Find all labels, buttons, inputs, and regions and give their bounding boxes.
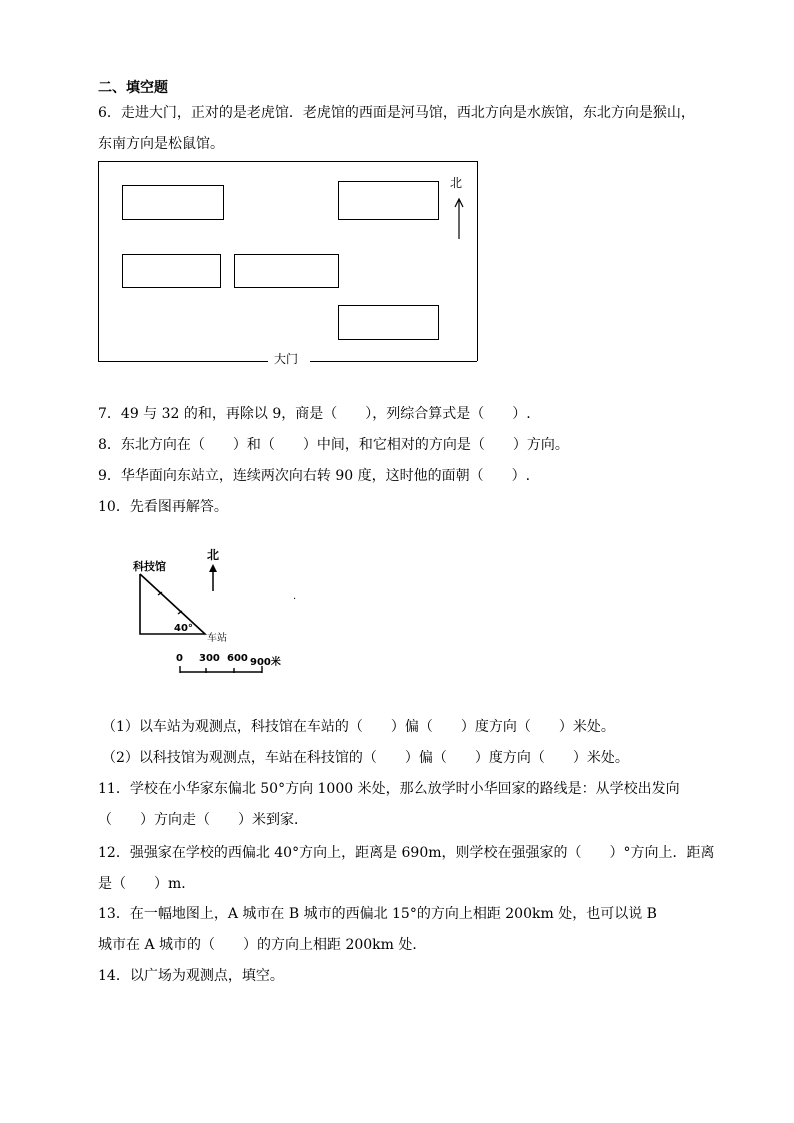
q11-line1: 11．学校在小华家东偏北 50°方向 1000 米处，那么放学时小华回家的路线是：从学校出发向 (98, 781, 680, 797)
scale-tick-0: 0 (176, 653, 183, 664)
map-box-southeast (338, 305, 439, 340)
q13-line2: 城市在 A 城市的（ ）的方向上相距 200km 处． (98, 937, 427, 953)
map-box-west (122, 254, 221, 288)
stray-dot: . (293, 591, 297, 602)
gate-label: 大门 (274, 352, 299, 366)
map-north-label: 北 (450, 176, 463, 190)
q11-line2: （ ）方向走（ ）米到家． (98, 812, 308, 828)
map-box-northeast (338, 181, 439, 220)
scale-tick-300: 300 (199, 653, 220, 664)
diagram-north-label: 北 (207, 548, 220, 562)
map-bottom-left-line (98, 361, 268, 362)
q12-line2: 是（ ）m． (98, 876, 196, 892)
q10-sub2: （2）以科技馆为观测点，车站在科技馆的（ ）偏（ ）度方向（ ）米处。 (102, 750, 629, 766)
section-title: 二、填空题 (98, 80, 168, 96)
q14: 14．以广场为观测点，填空。 (98, 968, 284, 984)
q13-line1: 13．在一幅地图上，A 城市在 B 城市的西偏北 15°的方向上相距 200km 处，也可以说 B (98, 906, 657, 922)
scale-tick-900: 900米 (250, 657, 281, 668)
map-box-center (234, 254, 339, 288)
q7: 7．49 与 32 的和，再除以 9，商是（ ），列综合算式是（ ）. (98, 406, 531, 422)
angle-label: 40° (174, 623, 193, 634)
q9: 9．华华面向东站立，连续两次向右转 90 度，这时他的面朝（ ）. (98, 468, 531, 484)
q10-sub1: （1）以车站为观测点，科技馆在车站的（ ）偏（ ）度方向（ ）米处。 (102, 719, 615, 735)
q10-title: 10．先看图再解答。 (98, 499, 228, 515)
scale-bar (178, 665, 264, 675)
q6-line1: 6．走进大门，正对的是老虎馆．老虎馆的西面是河马馆，西北方向是水族馆，东北方向是猴山， (98, 105, 695, 121)
scale-tick-600: 600 (227, 653, 248, 664)
map-box-northwest (122, 185, 224, 220)
station-label: 车站 (207, 633, 227, 644)
q6-line2: 东南方向是松鼠馆。 (98, 136, 224, 152)
q12-line1: 12．强强家在学校的西偏北 40°方向上，距离是 690m，则学校在强强家的（ ）°方向上．距离 (98, 845, 715, 861)
map-bottom-right-line (310, 361, 477, 362)
q8: 8．东北方向在（ ）和（ ）中间，和它相对的方向是（ ）方向。 (98, 437, 569, 453)
museum-label: 科技馆 (133, 560, 166, 573)
north-arrow-icon (452, 196, 466, 240)
